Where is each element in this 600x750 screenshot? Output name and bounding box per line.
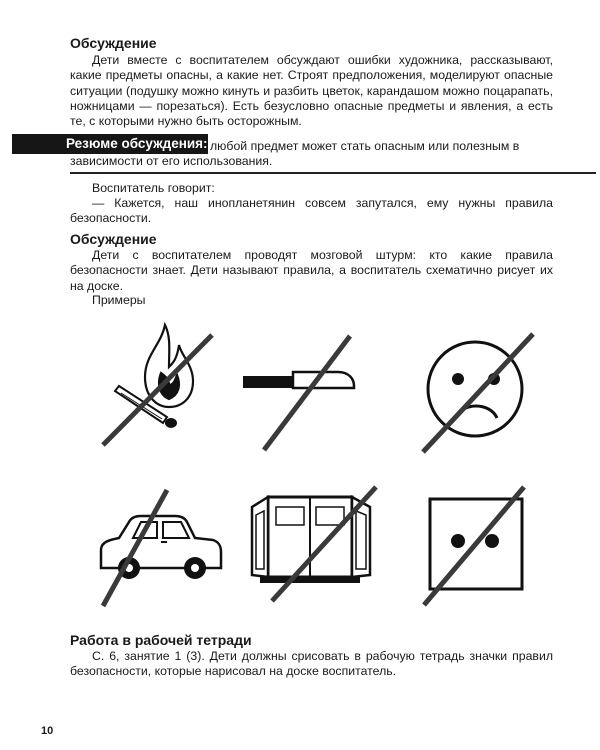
- car-icon: [95, 486, 230, 611]
- workbook-text-body: С. 6, занятие 1 (3). Дети должны срисовать в рабочую тетрадь значки правил безопасности, которые нарисовал на доске воспитатель.: [70, 649, 553, 679]
- examples-label: Примеры: [92, 293, 146, 307]
- workbook-text: [70, 649, 553, 680]
- electric-socket-icon: [420, 485, 545, 610]
- match-fire-icon: [95, 315, 225, 455]
- discussion-text-1: [70, 53, 553, 129]
- teacher-intro: Воспитатель говорит:: [92, 181, 215, 195]
- discussion-text-2-body: Дети с воспитателем проводят мозговой штурм: кто какие правила безопасности знает. Дети называют правила, а воспитатель схематично рисует их на доске.: [70, 248, 553, 293]
- teacher-quote-body: — Кажется, наш инопланетянин совсем запутался, ему нужны правила безопасности.: [70, 196, 553, 226]
- resume-text: любой предмет может стать опасным или полезным в зависимости от его использования.: [70, 139, 520, 169]
- workbook-heading: Работа в рабочей тетради: [70, 632, 252, 648]
- sad-face-icon: [408, 322, 543, 457]
- knife-icon: [240, 330, 360, 455]
- discussion-heading-2: Обсуждение: [70, 231, 157, 247]
- teacher-quote: [70, 196, 553, 227]
- page-number: 10: [41, 725, 54, 737]
- open-window-icon: [250, 485, 380, 610]
- discussion-text-2: [70, 248, 553, 294]
- discussion-text-1-body: Дети вместе с воспитателем обсуждают ошибки художника, рассказывают, какие предметы опасны, а какие нет. Строят предположения, моделируют опасные ситуации (подушку можно кинуть и разбить цветок, карандашом можно поцарапать, ножницами — порезаться). Есть безусловно опасные предметы и явления, а есть те, с которыми нужно быть осторожным.: [70, 53, 553, 129]
- resume-label: Резюме обсуждения:: [66, 136, 208, 151]
- discussion-heading-1: Обсуждение: [70, 35, 157, 51]
- resume-divider: [70, 172, 596, 174]
- strike-line: [264, 336, 350, 450]
